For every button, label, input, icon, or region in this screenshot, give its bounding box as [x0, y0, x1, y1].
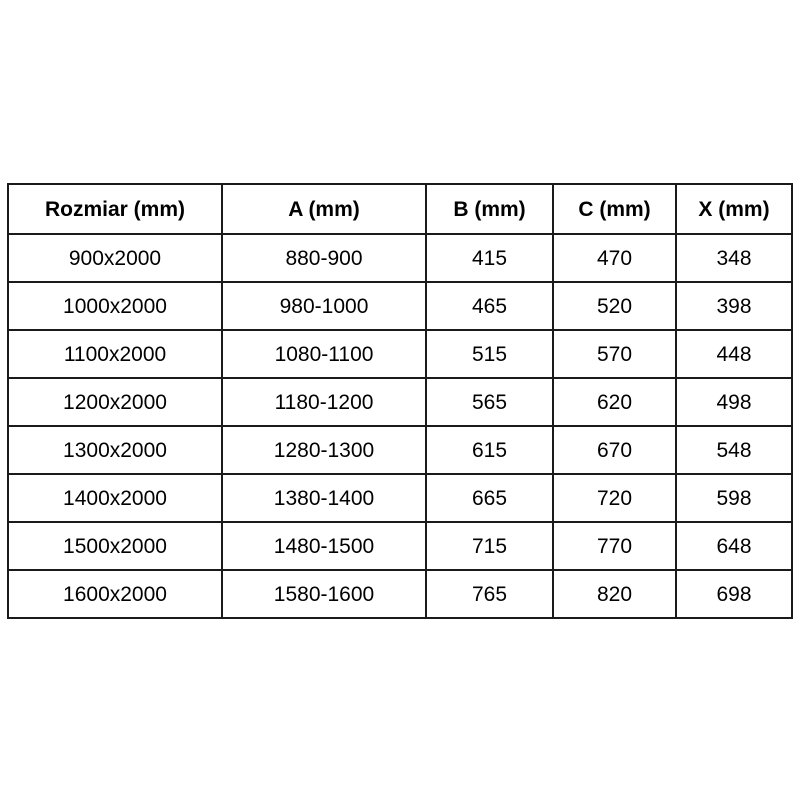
table-row	[8, 234, 792, 282]
header-rozmiar: Rozmiar (mm)	[8, 184, 222, 234]
table-cell: 715	[426, 522, 553, 570]
table-row	[8, 570, 792, 618]
table-row	[8, 330, 792, 378]
table-cell: 520	[553, 282, 676, 330]
table-row	[8, 282, 792, 330]
header-a: A (mm)	[222, 184, 426, 234]
table-cell: 1300x2000	[8, 426, 222, 474]
table-cell: 448	[676, 330, 792, 378]
table-cell: 1600x2000	[8, 570, 222, 618]
header-b: B (mm)	[426, 184, 553, 234]
table-cell: 1380-1400	[222, 474, 426, 522]
size-dimensions-table	[7, 183, 793, 619]
header-x: X (mm)	[676, 184, 792, 234]
table-cell: 565	[426, 378, 553, 426]
table-cell: 1000x2000	[8, 282, 222, 330]
table-cell: 598	[676, 474, 792, 522]
table-cell: 398	[676, 282, 792, 330]
table-cell: 1280-1300	[222, 426, 426, 474]
header-row	[8, 184, 792, 234]
table-cell: 470	[553, 234, 676, 282]
table-cell: 1180-1200	[222, 378, 426, 426]
table-cell: 765	[426, 570, 553, 618]
table-cell: 548	[676, 426, 792, 474]
table-cell: 1400x2000	[8, 474, 222, 522]
header-c: C (mm)	[553, 184, 676, 234]
table-row	[8, 378, 792, 426]
table-cell: 665	[426, 474, 553, 522]
table-cell: 570	[553, 330, 676, 378]
table-cell: 415	[426, 234, 553, 282]
table-cell: 1100x2000	[8, 330, 222, 378]
table-cell: 820	[553, 570, 676, 618]
table-cell: 720	[553, 474, 676, 522]
table-row	[8, 522, 792, 570]
table-cell: 880-900	[222, 234, 426, 282]
table-row	[8, 474, 792, 522]
table-row	[8, 426, 792, 474]
table-cell: 980-1000	[222, 282, 426, 330]
table-cell: 1580-1600	[222, 570, 426, 618]
table-cell: 515	[426, 330, 553, 378]
table-cell: 1080-1100	[222, 330, 426, 378]
table-cell: 1480-1500	[222, 522, 426, 570]
table-cell: 620	[553, 378, 676, 426]
table-cell: 615	[426, 426, 553, 474]
table-cell: 348	[676, 234, 792, 282]
table-cell: 1500x2000	[8, 522, 222, 570]
table-cell: 900x2000	[8, 234, 222, 282]
table-cell: 498	[676, 378, 792, 426]
table-cell: 1200x2000	[8, 378, 222, 426]
table-cell: 698	[676, 570, 792, 618]
size-table-body	[8, 234, 792, 618]
table-cell: 465	[426, 282, 553, 330]
table-header	[8, 184, 792, 234]
table-cell: 648	[676, 522, 792, 570]
table-cell: 670	[553, 426, 676, 474]
table-cell: 770	[553, 522, 676, 570]
